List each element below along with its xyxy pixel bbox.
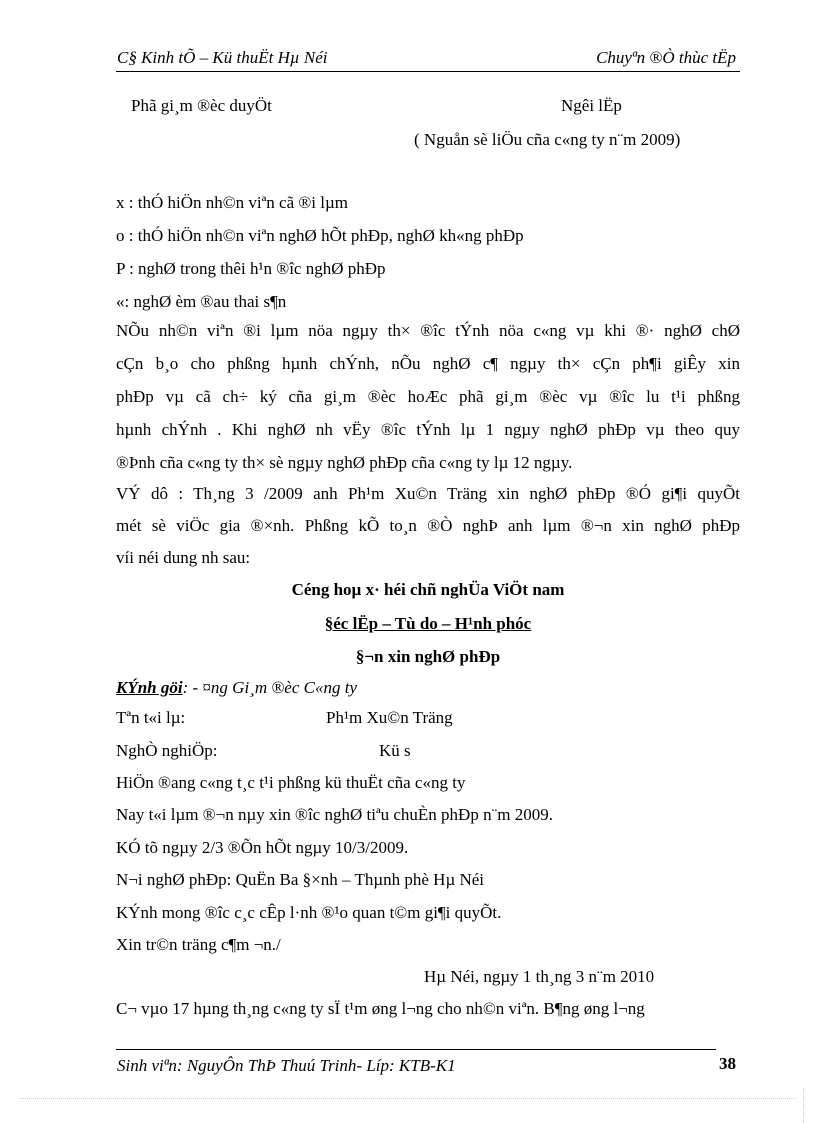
header-school: C§ Kinh tÕ – Kü thuËt Hµ Néi [117,48,328,67]
greeting-text: : - ¤ng Gi¸m ®èc C«ng ty [182,678,357,697]
signature-preparer: Ngêi lËp [561,96,622,115]
header-topic: Chuyªn ®Ò thùc tËp [596,48,736,67]
paragraph-line: C¬ vµo 17 hµng th¸ng c«ng ty sÏ t¹m øng l¬ng cho nh©n viªn. B¶ng øng l¬ng [116,999,645,1018]
paragraph-line: ®Þnh cña c«ng ty th× sè ngµy nghØ phÐp cña c«ng ty lµ 12 ngµy. [116,453,573,472]
legend-item: P : nghØ trong thêi h¹n ®îc nghØ phÐp [116,259,386,278]
paragraph-line: NÕu nh©n viªn ®i lµm nöa ngµy th× ®îc tÝnh nöa c«ng vµ khi ®· nghØ chØ [116,321,740,340]
form-date: Hµ Néi, ngµy 1 th¸ng 3 n¨m 2010 [424,967,655,986]
legend-item: o : thÓ hiÖn nh©n viªn nghØ hÕt phÐp, nghØ kh«ng phÐp [116,226,524,245]
name-value: Ph¹m Xu©n Träng [326,708,453,727]
paragraph-line: hµnh chÝnh . Khi nghØ nh vËy ®îc tÝnh lµ 1 ngµy nghØ phÐp vµ theo quy [116,420,740,439]
footer-student: Sinh viªn: NguyÔn ThÞ Thuú Trinh- Líp: KTB-K1 [117,1056,456,1075]
form-line: HiÖn ®ang c«ng t¸c t¹i phßng kü thuËt cña c«ng ty [116,773,466,792]
job-label: NghÒ nghiÖp: [116,741,218,760]
form-motto-1: Céng hoµ x· héi chñ nghÜa ViÖt nam [291,580,565,599]
form-line: KÝnh mong ®îc c¸c cÊp l·nh ®¹o quan t©m gi¶i quyÕt. [116,903,502,922]
page-edge-dotted [20,1098,796,1099]
page-number: 38 [719,1054,736,1073]
paragraph-line: mét sè viÖc gia ®×nh. Phßng kÕ to¸n ®Ò nghÞ anh lµm ®¬n xin nghØ phÐp [116,516,740,535]
paragraph-line: VÝ dô : Th¸ng 3 /2009 anh Ph¹m Xu©n Träng xin nghØ phÐp ®Ó gi¶i quyÕt [116,484,740,503]
source-note: ( Nguån sè liÖu cña c«ng ty n¨m 2009) [414,130,681,149]
form-line: KÓ tõ ngµy 2/3 ®Õn hÕt ngµy 10/3/2009. [116,838,409,857]
form-line: N¬i nghØ phÐp: QuËn Ba §×nh – Thµnh phè Hµ Néi [116,870,485,889]
form-line: Nay t«i lµm ®¬n nµy xin ®îc nghØ tiªu chuÈn phÐp n¨m 2009. [116,805,553,824]
signature-approver: Phã gi¸m ®èc duyÖt [131,96,272,115]
legend-item: «: nghØ èm ®au thai s¶n [116,292,287,311]
name-label: Tªn t«i lµ: [116,708,186,727]
paragraph-line: phÐp vµ cã ch÷ ký cña gi¸m ®èc hoÆc phã gi¸m ®èc vµ ®îc lu t¹i phßng [116,387,740,406]
form-line: Xin tr©n träng c¶m ¬n./ [116,935,281,954]
footer-rule [116,1049,716,1050]
page-edge-dotted-vertical [803,1088,804,1123]
legend-item: x : thÓ hiÖn nh©n viªn cã ®i lµm [116,193,349,212]
paragraph-line: víi néi dung nh sau: [116,548,251,567]
header-rule [116,71,740,72]
job-value: Kü s [379,741,411,760]
form-motto-2 [116,614,740,634]
form-motto-2-text: §éc lËp – Tù do – H¹nh phóc [324,614,532,633]
greeting-label: KÝnh göi [116,678,183,697]
paragraph-line: cÇn b¸o cho phßng hµnh chÝnh, nÕu nghØ c¶ ngµy th× cÇn ph¶i giÊy xin [116,354,740,373]
form-title: §¬n xin nghØ phÐp [355,647,501,666]
form-greeting [116,678,357,698]
